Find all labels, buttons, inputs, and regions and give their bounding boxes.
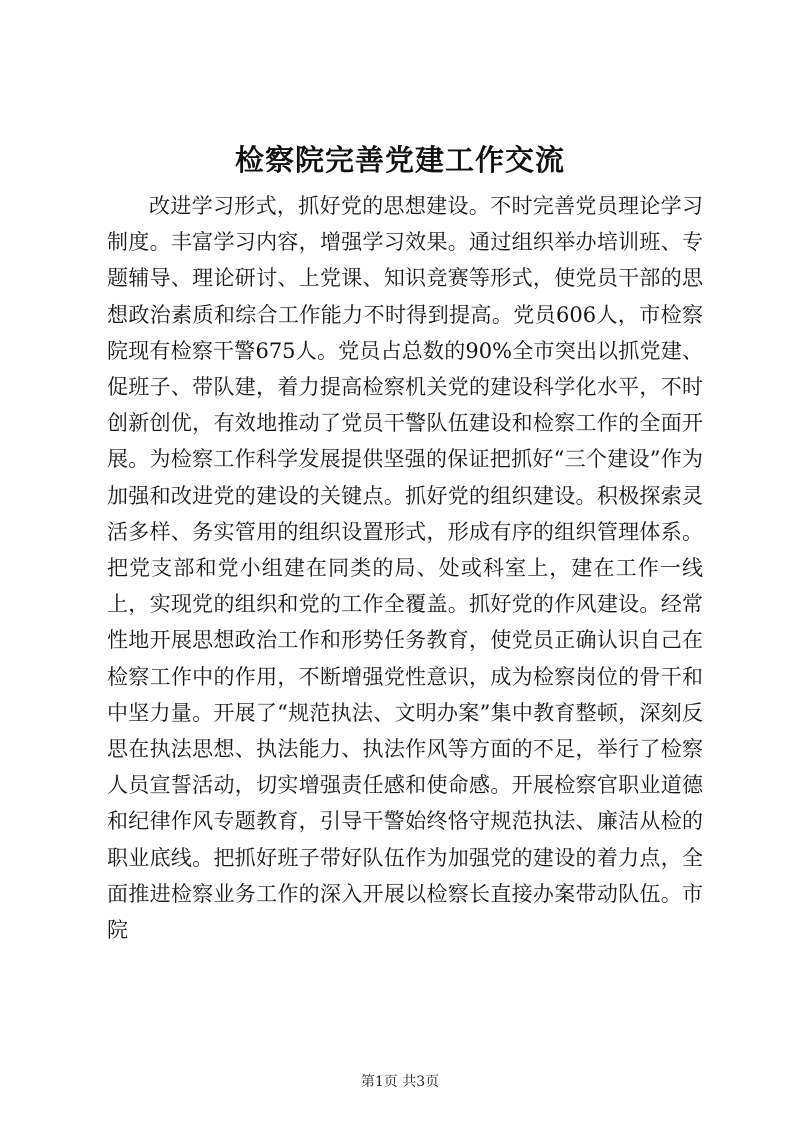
page-number: 第1页 共3页 xyxy=(360,1074,440,1090)
document-body: 改进学习形式，抓好党的思想建设。不时完善党员理论学习制度。丰富学习内容，增强学习效果。通过组织举办培训班、专题辅导、理论研讨、上党课、知识竞赛等形式，使党员干部的思想政治素质和综合工作能力不时得到提高。党员606人，市检察院现有检察干警675人。党员占总数的90%全市突出以抓党建、促班子、带队建，着力提高检察机关党的建设科学化水平，不时创新创优，有效地推动了党员干警队伍建设和检察工作的全面开展。为检察工作科学发展提供坚强的保证把抓好“三个建设”作为加强和改进党的建设的关键点。抓好党的组织建设。积极探索灵活多样、务实管用的组织设置形式，形成有序的组织管理体系。把党支部和党小组建在同类的局、处或科室上，建在工作一线上，实现党的组织和党的工作全覆盖。抓好党的作风建设。经常性地开展思想政治工作和形势任务教育，使党员正确认识自己在检察工作中的作用，不断增强党性意识，成为检察岗位的骨干和中坚力量。开展了“规范执法、文明办案”集中教育整顿，深刻反思在执法思想、执法能力、执法作风等方面的不足，举行了检察人员宣誓活动，切实增强责任感和使命感。开展检察官职业道德和纪律作风专题教育，引导干警始终恪守规范执法、廉洁从检的职业底线。把抓好班子带好队伍作为加强党的建设的着力点，全面推进检察业务工作的深入开展以检察长直接办案带动队伍。市院 xyxy=(107,194,703,943)
document-title: 检察院完善党建工作交流 xyxy=(234,143,565,177)
